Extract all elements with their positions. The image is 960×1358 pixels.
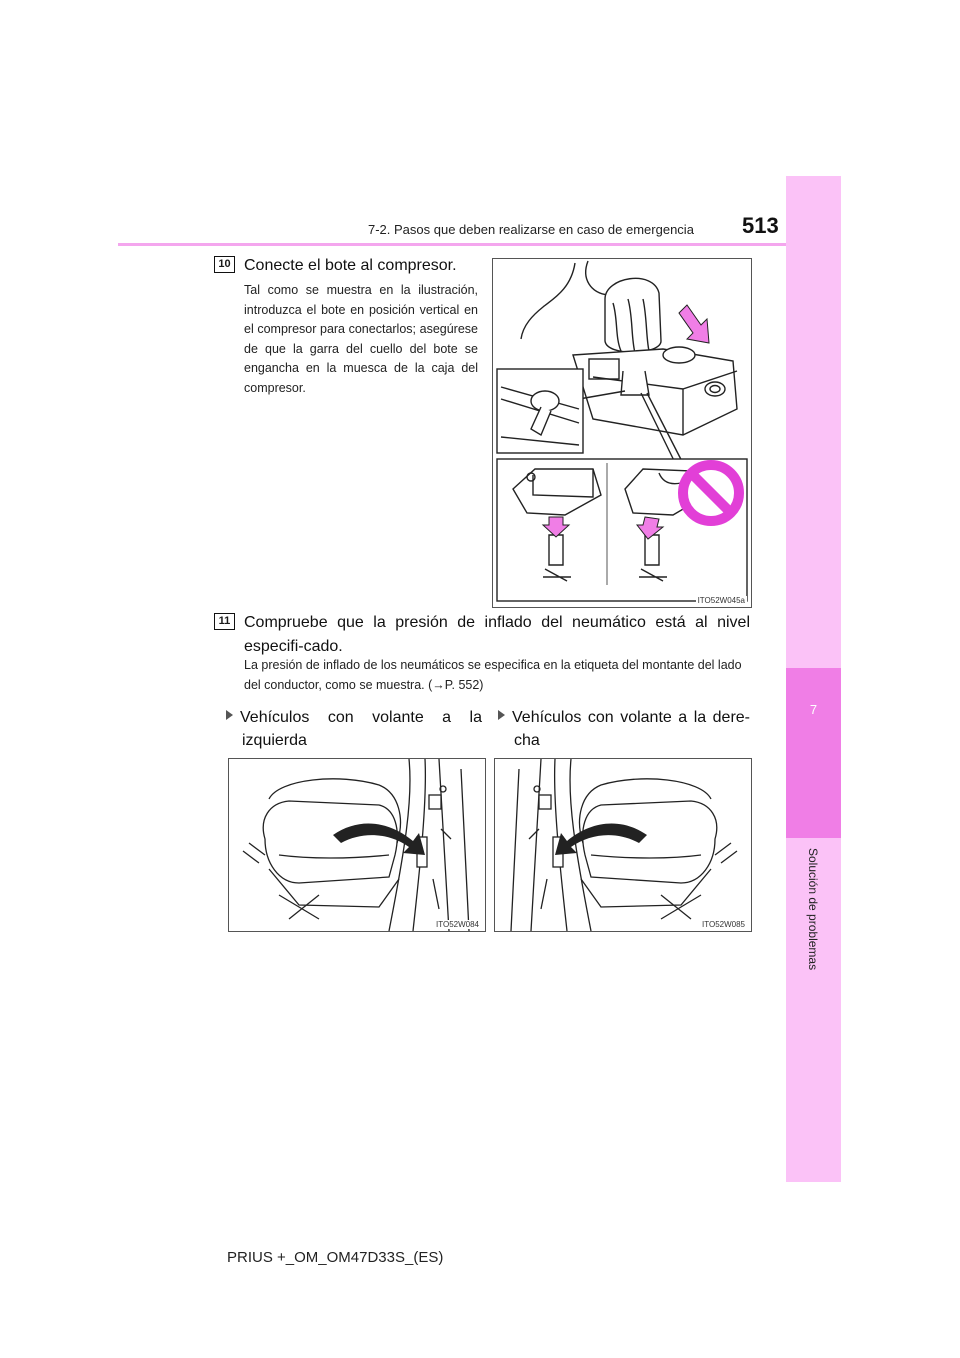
section-title: 7-2. Pasos que deben realizarse en caso de emergencia <box>368 222 694 237</box>
subsection-left-line2: izquierda <box>242 732 307 749</box>
triangle-bullet-icon <box>226 710 233 720</box>
chapter-number: 7 <box>809 702 818 717</box>
step-11-title: Compruebe que la presión de inflado del neumático está al nivel especifi-cado. <box>244 614 750 655</box>
side-tab-chapter <box>786 668 841 838</box>
step-10-body: Tal como se muestra en la ilustración, introduzca el bote en posición vertical en el compresor para conectarlos; asegúrese de que la garra del cuello del bote se engancha en la muesca de la caja del compresor. <box>244 283 478 395</box>
footer-model-code: PRIUS +_OM_OM47D33S_(ES) <box>227 1249 444 1266</box>
subsection-right-line2: cha <box>514 732 540 749</box>
figure-code-top: ITO52W045a <box>697 596 745 605</box>
seat-label-figure-left <box>228 758 486 932</box>
page-number: 513 <box>742 213 779 238</box>
step-11-body: La presión de inflado de los neumáticos se especifica en la etiqueta del montante del lado del conductor, como se muestra. (→P. 552) <box>244 658 742 692</box>
compressor-illustration <box>493 259 751 607</box>
step-10-title: Conecte el bote al compresor. <box>244 257 457 274</box>
subsection-right-line1: Vehículos con volante a la dere- <box>512 709 750 726</box>
header-rule <box>118 243 786 246</box>
seat-illustration-right <box>495 759 751 931</box>
figure-code-right: ITO52W085 <box>702 920 745 929</box>
subsection-left-hand-drive <box>226 706 482 752</box>
chapter-title: Solución de problemas <box>806 848 820 971</box>
subsection-right-hand-drive <box>498 706 750 752</box>
compressor-connection-figure <box>492 258 752 608</box>
step-number-11: 11 <box>214 613 235 630</box>
seat-illustration-left <box>229 759 485 931</box>
seat-label-figure-right <box>494 758 752 932</box>
triangle-bullet-icon <box>498 710 505 720</box>
step-number-10: 10 <box>214 256 235 273</box>
subsection-left-line1: Vehículos con volante a la <box>240 709 482 726</box>
figure-code-left: ITO52W084 <box>436 920 479 929</box>
